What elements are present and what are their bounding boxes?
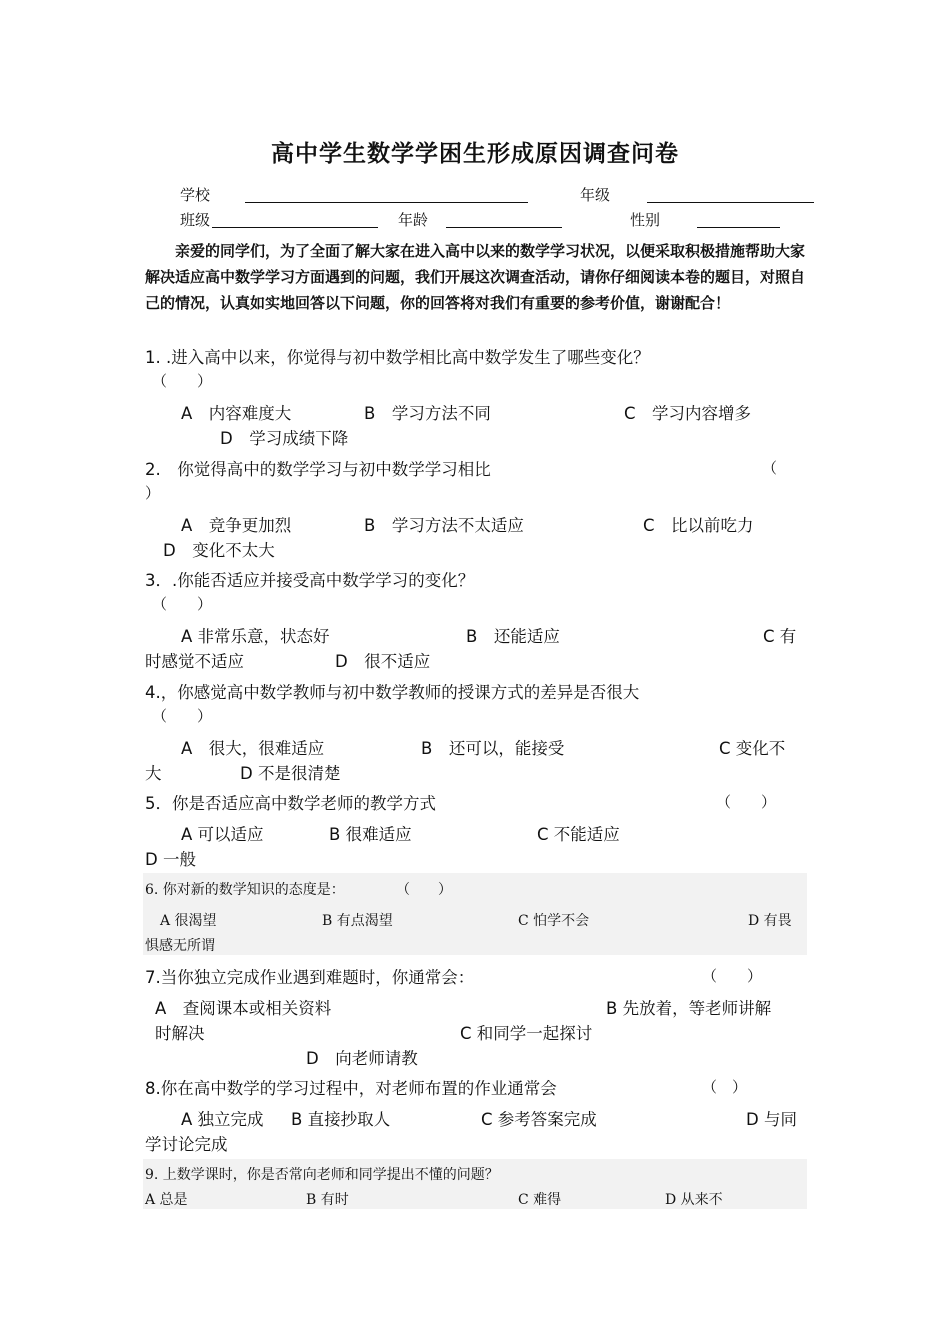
answer-paren-6[interactable]: （ ）: [396, 882, 452, 898]
q4-option-c-cont[interactable]: 大: [145, 764, 162, 783]
q6-option-b[interactable]: B 有点渴望: [322, 913, 393, 929]
question-7: 7.当你独立完成作业遇到难题时，你通常会：: [145, 968, 475, 987]
answer-paren-8[interactable]: （ ）: [702, 1078, 748, 1096]
class-label: 班级: [180, 211, 211, 229]
q2-option-a[interactable]: A 竞争更加烈: [181, 516, 292, 535]
answer-paren-1[interactable]: （ ）: [152, 372, 213, 390]
school-label: 学校: [180, 186, 211, 204]
q1-option-c[interactable]: C 学习内容增多: [624, 404, 752, 423]
q6-option-d[interactable]: D 有畏: [748, 913, 792, 929]
answer-paren-2-open[interactable]: （: [762, 459, 778, 477]
answer-paren-7[interactable]: （ ）: [702, 967, 763, 985]
question-3: 3．.你能否适应并接受高中数学学习的变化？: [145, 571, 475, 590]
q8-option-d-cont[interactable]: 学讨论完成: [145, 1135, 228, 1154]
gender-blank[interactable]: [697, 227, 780, 228]
q3-option-c-cont[interactable]: 时感觉不适应: [145, 652, 244, 671]
class-blank[interactable]: [212, 227, 378, 228]
q1-option-d[interactable]: D 学习成绩下降: [220, 429, 349, 448]
q8-option-b[interactable]: B 直接抄取人: [291, 1110, 391, 1129]
age-blank[interactable]: [446, 227, 562, 228]
q3-option-d[interactable]: D 很不适应: [335, 652, 431, 671]
intro-paragraph: 亲爱的同学们，为了全面了解大家在进入高中以来的数学学习状况，以便采取积极措施帮助大家解决适应高中数学学习方面遇到的问题，我们开展这次调查活动，请你仔细阅读本卷的题目，对照自己的情况，认真如实地回答以下问题，你的回答将对我们有重要的参考价值，谢谢配合！: [145, 242, 806, 312]
q8-option-d[interactable]: D 与同: [746, 1110, 797, 1129]
q3-option-a[interactable]: A 非常乐意，状态好: [181, 627, 330, 646]
q3-option-c[interactable]: C 有: [763, 627, 797, 646]
question-1: 1. .进入高中以来，你觉得与初中数学相比高中数学发生了哪些变化？: [145, 348, 650, 367]
answer-paren-3[interactable]: （ ）: [152, 595, 213, 613]
q5-option-a[interactable]: A 可以适应: [181, 825, 264, 844]
answer-paren-4[interactable]: （ ）: [152, 707, 213, 725]
q2-option-c[interactable]: C 比以前吃力: [643, 516, 754, 535]
q9-option-d[interactable]: D 从来不: [665, 1192, 723, 1208]
question-8: 8.你在高中数学的学习过程中，对老师布置的作业通常会: [145, 1079, 557, 1098]
q3-option-b[interactable]: B 还能适应: [466, 627, 560, 646]
question-4: 4.，你感觉高中数学教师与初中数学教师的授课方式的差异是否很大: [145, 683, 640, 702]
q8-option-a[interactable]: A 独立完成: [181, 1110, 264, 1129]
q1-option-a[interactable]: A 内容难度大: [181, 404, 292, 423]
question-6: 6. 你对新的数学知识的态度是：: [145, 882, 345, 898]
grade-label: 年级: [580, 186, 611, 204]
grade-blank[interactable]: [647, 202, 814, 203]
q4-option-b[interactable]: B 还可以，能接受: [421, 739, 565, 758]
q7-option-c[interactable]: C 和同学一起探讨: [460, 1024, 593, 1043]
q9-option-a[interactable]: A 总是: [145, 1192, 188, 1208]
gender-label: 性别: [630, 211, 661, 229]
q7-option-a[interactable]: A 查阅课本或相关资料: [155, 999, 332, 1018]
question-9: 9. 上数学课时，你是否常向老师和同学提出不懂的问题？: [145, 1167, 499, 1183]
q9-option-b[interactable]: B 有时: [306, 1192, 349, 1208]
answer-paren-2-close[interactable]: ）: [145, 484, 161, 502]
q6-option-d-cont[interactable]: 惧感无所谓: [145, 938, 215, 954]
q7-option-b[interactable]: B 先放着，等老师讲解: [606, 999, 772, 1018]
question-2: 2. 你觉得高中的数学学习与初中数学学习相比: [145, 460, 491, 479]
page-title: 高中学生数学学困生形成原因调查问卷: [271, 141, 679, 167]
q7-option-d[interactable]: D 向老师请教: [306, 1049, 418, 1068]
q5-option-c[interactable]: C 不能适应: [537, 825, 620, 844]
question-5: 5．你是否适应高中数学老师的教学方式: [145, 794, 436, 813]
q9-option-c[interactable]: C 难得: [518, 1192, 562, 1208]
q2-option-d[interactable]: D 变化不太大: [163, 541, 275, 560]
q4-option-d[interactable]: D 不是很清楚: [240, 764, 341, 783]
q7-option-b-cont[interactable]: 时解决: [155, 1024, 205, 1043]
answer-paren-5[interactable]: （ ）: [716, 793, 777, 811]
age-label: 年龄: [398, 211, 429, 229]
q2-option-b[interactable]: B 学习方法不太适应: [364, 516, 524, 535]
q5-option-b[interactable]: B 很难适应: [329, 825, 412, 844]
q6-option-a[interactable]: A 很渴望: [160, 913, 217, 929]
q4-option-a[interactable]: A 很大，很难适应: [181, 739, 325, 758]
q6-option-c[interactable]: C 怕学不会: [518, 913, 590, 929]
q1-option-b[interactable]: B 学习方法不同: [364, 404, 491, 423]
q4-option-c[interactable]: C 变化不: [719, 739, 786, 758]
school-blank[interactable]: [245, 202, 528, 203]
q5-option-d[interactable]: D 一般: [145, 850, 196, 869]
q8-option-c[interactable]: C 参考答案完成: [481, 1110, 597, 1129]
